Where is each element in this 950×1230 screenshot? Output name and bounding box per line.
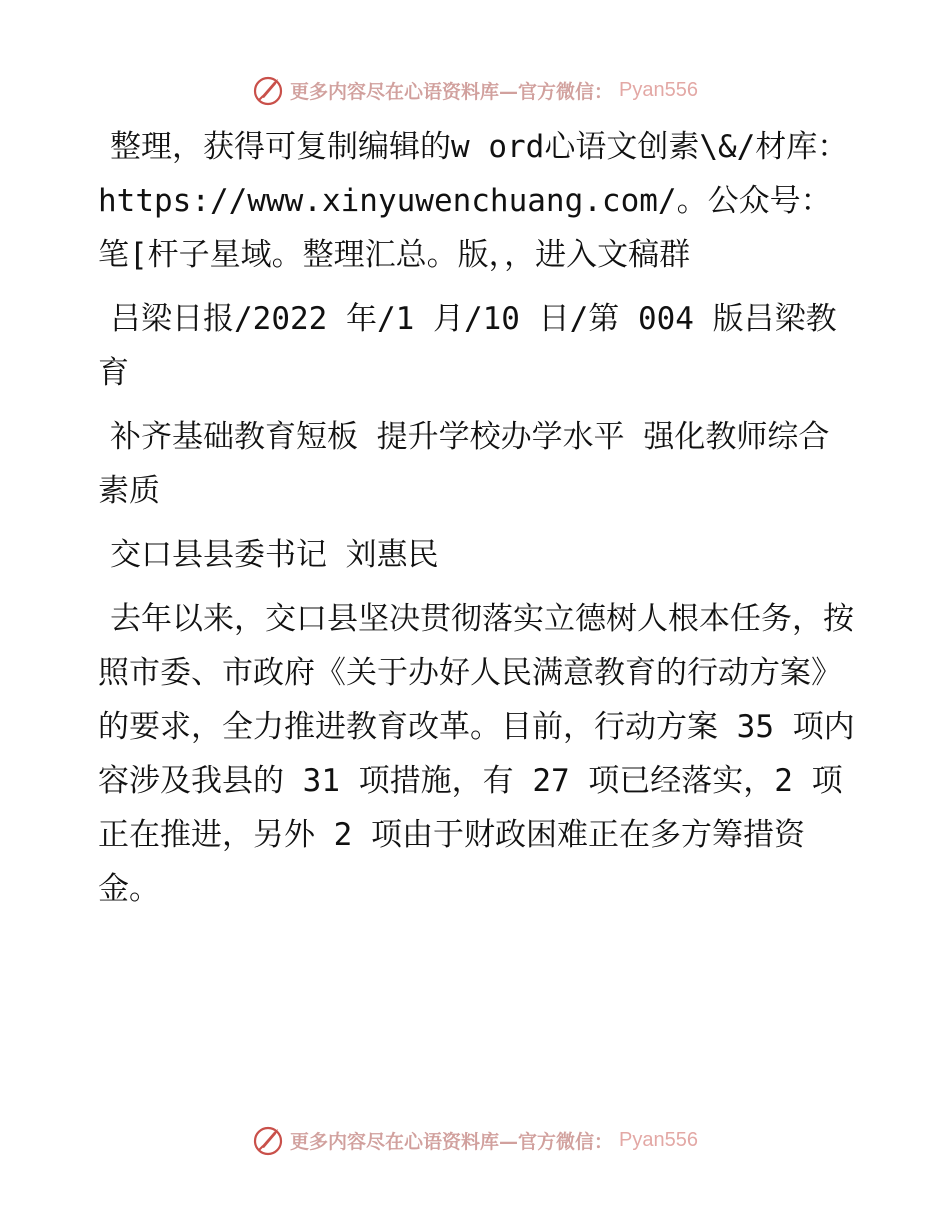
quill-logo-icon [252, 73, 286, 107]
source-line: 吕梁日报/2022 年/1 月/10 日/第 004 版吕梁教育 [98, 301, 837, 391]
body-paragraph: 去年以来，交口县坚决贯彻落实立德树人根本任务，按照市委、市政府《关于办好人民满意教育的行动方案》的要求，全力推进教育改革。目前，行动方案 35 项内容涉及我县的 31 项措施，有 27 项已经落实，2 项正在推进，另外 2 项由于财政困难正在多方筹措资金。 [98, 601, 855, 907]
watermark-text: 更多内容尽在心语资料库—官方微信： [290, 1130, 614, 1153]
document-body [98, 120, 858, 916]
author-line: 交口县县委书记 刘惠民 [110, 537, 439, 573]
watermark-text: 更多内容尽在心语资料库—官方微信： [290, 80, 614, 103]
article-title: 补齐基础教育短板 提升学校办学水平 强化教师综合素质 [98, 419, 830, 509]
intro-paragraph: 整理，获得可复制编辑的w ord心语文创素\&/材库：https://www.xinyuwenchuang.com/。公众号：笔[杆子星域。整理汇总。版，，进入文稿群 [98, 129, 849, 273]
quill-logo-icon [252, 1123, 286, 1157]
watermark-wechat-id: Pyan556 [619, 78, 698, 101]
watermark-banner-top [0, 70, 950, 110]
watermark-banner-bottom [0, 1120, 950, 1160]
watermark-wechat-id: Pyan556 [619, 1128, 698, 1151]
